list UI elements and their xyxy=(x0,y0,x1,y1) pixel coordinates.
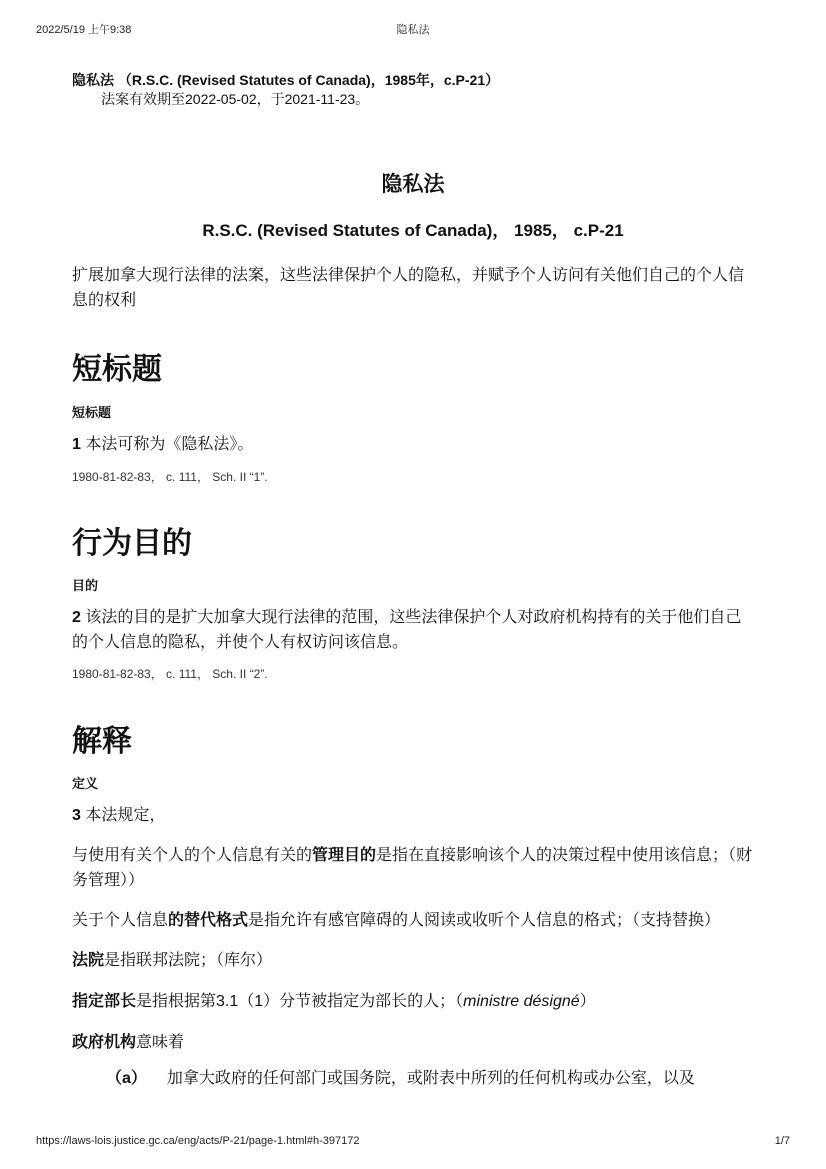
definition-administrative-purpose xyxy=(72,843,754,893)
definition-body: 是指根据第3.1（1）分节被指定为部长的人；（ xyxy=(136,993,464,1010)
act-citation: 隐私法 （R.S.C. (Revised Statutes of Canada)，1985年，c.P-21） xyxy=(72,72,500,88)
french-term: ministre désigné xyxy=(463,993,580,1010)
act-currency: 法案有效期至2022-05-02，于2021-11-23。 xyxy=(101,91,370,107)
defined-term: 管理目的 xyxy=(312,847,377,864)
section-intro: 本法规定， xyxy=(85,807,166,824)
print-title: 隐私法 xyxy=(396,24,430,36)
section-number: 3 xyxy=(72,807,81,824)
paragraph-text: 加拿大政府的任何部门或国务院，或附表中所列的任何机构或办公室，以及 xyxy=(166,1070,695,1087)
document-subtitle: R.S.C. (Revised Statutes of Canada)， 1985， c.P-21 xyxy=(202,221,624,240)
definition-body: 是指允许有感官障碍的人阅读或收听个人信息的格式；（支持替换） xyxy=(248,912,721,929)
heading-interpretation: 解释 xyxy=(72,725,132,758)
definition-lead: 与使用有关个人的个人信息有关的 xyxy=(72,847,313,864)
paragraph-a xyxy=(106,1066,754,1091)
definition-government-institution xyxy=(72,1030,754,1055)
defined-term: 政府机构 xyxy=(72,1034,137,1051)
heading-purpose: 行为目的 xyxy=(72,527,192,560)
marginal-note-short-title: 短标题 xyxy=(72,405,112,420)
marginal-note-definitions: 定义 xyxy=(72,776,99,791)
section-text: 本法可称为《隐私法》。 xyxy=(85,436,254,453)
history-note-1: 1980-81-82-83， c. 111， Sch. II “1”. xyxy=(72,470,268,484)
page-number: 1/7 xyxy=(774,1135,790,1147)
definition-alternative-format xyxy=(72,908,754,933)
definition-body: 是指在直接影响该个人的决策过程中使用该信息；（财务管理）） xyxy=(72,847,753,889)
definition-designated-minister xyxy=(72,989,754,1014)
source-url: https://laws-lois.justice.gc.ca/eng/acts/P-21/page-1.html#h-397172 xyxy=(36,1135,360,1147)
defined-term: 的替代格式 xyxy=(168,912,249,929)
long-title: 扩展加拿大现行法律的法案，这些法律保护个人的隐私，并赋予个人访问有关他们自己的个人信息的权利 xyxy=(72,267,745,309)
document-title: 隐私法 xyxy=(381,173,445,196)
defined-term: 指定部长 xyxy=(72,993,137,1010)
definition-close: ） xyxy=(579,993,596,1010)
section-1 xyxy=(72,432,754,457)
section-3 xyxy=(72,803,754,828)
print-header xyxy=(36,21,790,37)
act-meta xyxy=(72,71,499,109)
defined-term: 法院 xyxy=(72,952,105,969)
definition-body: 意味着 xyxy=(136,1034,185,1051)
section-number: 2 xyxy=(72,609,81,626)
section-number: 1 xyxy=(72,436,81,453)
definition-court xyxy=(72,948,754,973)
section-text: 该法的目的是扩大加拿大现行法律的范围，这些法律保护个人对政府机构持有的关于他们自己的个人信息的隐私，并使个人有权访问该信息。 xyxy=(72,609,742,651)
print-footer xyxy=(36,1135,790,1147)
marginal-note-purpose: 目的 xyxy=(72,578,99,593)
definition-lead: 关于个人信息 xyxy=(72,912,169,929)
definition-body: 是指联邦法院；（库尔） xyxy=(104,952,273,969)
paragraph-label: （a） xyxy=(106,1070,147,1087)
history-note-2: 1980-81-82-83， c. 111， Sch. II “2”. xyxy=(72,667,268,681)
heading-short-title: 短标题 xyxy=(72,353,162,386)
section-2 xyxy=(72,605,754,655)
print-datetime: 2022/5/19 上午9:38 xyxy=(36,24,132,36)
